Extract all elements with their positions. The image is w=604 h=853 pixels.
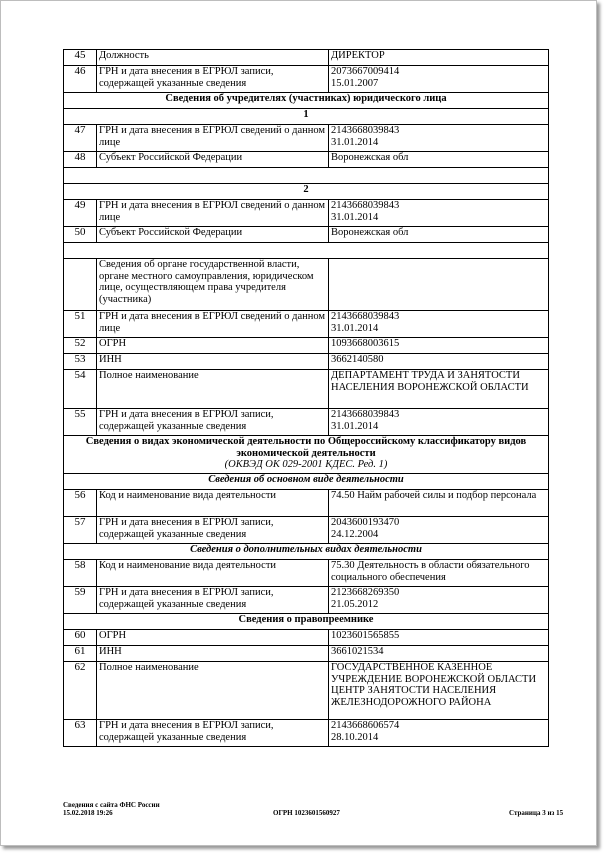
table-row bbox=[64, 125, 549, 152]
row-value-text: 2143668039843 bbox=[331, 311, 400, 322]
row-label: Субъект Российской Федерации bbox=[97, 227, 329, 243]
row-value bbox=[329, 662, 549, 720]
empty-row bbox=[64, 168, 549, 184]
row-value bbox=[329, 50, 549, 66]
row-value-text: 3662140580 bbox=[331, 354, 384, 365]
table-row bbox=[64, 720, 549, 747]
row-value-date: 31.01.2014 bbox=[331, 322, 379, 334]
row-number: 53 bbox=[64, 354, 97, 370]
section-founders-text: Сведения об учредителях (участниках) юридического лица bbox=[165, 93, 447, 104]
row-value-text: 3661021534 bbox=[331, 646, 384, 657]
row-value-text: 74.50 Найм рабочей силы и подбор персонала bbox=[331, 490, 537, 501]
row-value bbox=[329, 490, 549, 517]
section-okved-text: Сведения о видах экономической деятельности по Общероссийскому классификатору видов экономической деятельности bbox=[85, 436, 527, 459]
founder-number-2 bbox=[64, 184, 549, 200]
table-row bbox=[64, 630, 549, 646]
row-value bbox=[329, 560, 549, 587]
row-value-text: 2123668269350 bbox=[331, 587, 400, 598]
subsection-main-activity bbox=[64, 474, 549, 490]
row-number: 46 bbox=[64, 66, 97, 93]
row-number: 62 bbox=[64, 662, 97, 720]
table-row bbox=[64, 587, 549, 614]
row-value bbox=[329, 630, 549, 646]
row-number: 48 bbox=[64, 152, 97, 168]
row-value bbox=[329, 200, 549, 227]
row-value-text: 2143668039843 bbox=[331, 200, 400, 211]
table-row bbox=[64, 259, 549, 311]
row-value-text: 1093668003615 bbox=[331, 338, 400, 349]
row-value-text: Воронежская обл bbox=[331, 152, 409, 163]
row-label: ГРН и дата внесения в ЕГРЮЛ сведений о данном лице bbox=[97, 200, 329, 227]
row-value-text: 2073667009414 bbox=[331, 66, 400, 77]
row-value bbox=[329, 587, 549, 614]
footer-ogrn: ОГРН 1023601560927 bbox=[273, 809, 340, 817]
table-row bbox=[64, 370, 549, 409]
footer-source bbox=[63, 801, 160, 817]
row-label: ОГРН bbox=[97, 338, 329, 354]
row-value bbox=[329, 409, 549, 436]
table-row bbox=[64, 227, 549, 243]
empty-row bbox=[64, 243, 549, 259]
row-value-text: 2043600193470 bbox=[331, 517, 400, 528]
table-row bbox=[64, 409, 549, 436]
row-value-text: 2143668039843 bbox=[331, 125, 400, 136]
row-label: ИНН bbox=[97, 646, 329, 662]
egrul-table bbox=[63, 49, 549, 747]
footer-page-number: Страница 3 из 15 bbox=[509, 809, 564, 817]
footer-datetime: 15.02.2018 19:26 bbox=[63, 809, 113, 817]
row-value bbox=[329, 354, 549, 370]
row-label: ИНН bbox=[97, 354, 329, 370]
row-label: ГРН и дата внесения в ЕГРЮЛ сведений о данном лице bbox=[97, 125, 329, 152]
table-row bbox=[64, 517, 549, 544]
row-value bbox=[329, 152, 549, 168]
table-row bbox=[64, 354, 549, 370]
row-label: Код и наименование вида деятельности bbox=[97, 490, 329, 517]
table-row bbox=[64, 662, 549, 720]
row-value-date: 21.05.2012 bbox=[331, 598, 379, 610]
row-label: ГРН и дата внесения в ЕГРЮЛ записи, содержащей указанные сведения bbox=[97, 66, 329, 93]
section-founders bbox=[64, 93, 549, 109]
row-value bbox=[329, 227, 549, 243]
founder-number-1-text: 1 bbox=[303, 109, 309, 120]
table-row bbox=[64, 560, 549, 587]
row-value-text: ДЕПАРТАМЕНТ ТРУДА И ЗАНЯТОСТИ НАСЕЛЕНИЯ ВОРОНЕЖСКОЙ ОБЛАСТИ bbox=[331, 370, 529, 393]
founder-number-2-text: 2 bbox=[303, 184, 309, 195]
row-number: 55 bbox=[64, 409, 97, 436]
footer-source-text: Сведения с сайта ФНС России bbox=[63, 801, 160, 809]
row-number: 61 bbox=[64, 646, 97, 662]
row-value-text: ДИРЕКТОР bbox=[331, 50, 385, 61]
row-label: ГРН и дата внесения в ЕГРЮЛ записи, содержащей указанные сведения bbox=[97, 720, 329, 747]
row-number: 56 bbox=[64, 490, 97, 517]
founder-number-1 bbox=[64, 109, 549, 125]
table-row bbox=[64, 311, 549, 338]
table-row bbox=[64, 646, 549, 662]
row-label: Код и наименование вида деятельности bbox=[97, 560, 329, 587]
row-value-text: ГОСУДАРСТВЕННОЕ КАЗЕННОЕ УЧРЕЖДЕНИЕ ВОРОНЕЖСКОЙ ОБЛАСТИ ЦЕНТР ЗАНЯТОСТИ НАСЕЛЕНИЯ ЖЕЛЕЗНОДОРОЖНОГО РАЙОНА bbox=[331, 662, 537, 708]
row-value-date: 15.01.2007 bbox=[331, 77, 379, 89]
row-value bbox=[329, 720, 549, 747]
section-okved-subtitle: (ОКВЭД ОК 029-2001 КДЕС. Ред. 1) bbox=[224, 459, 388, 470]
row-value-text: 2143668606574 bbox=[331, 720, 400, 731]
row-value bbox=[329, 338, 549, 354]
section-successor-text: Сведения о правопреемнике bbox=[238, 614, 374, 625]
row-label: Полное наименование bbox=[97, 370, 329, 409]
row-number: 49 bbox=[64, 200, 97, 227]
table-row bbox=[64, 200, 549, 227]
section-okved bbox=[64, 436, 549, 474]
row-number: 60 bbox=[64, 630, 97, 646]
subsection-extra-activity bbox=[64, 544, 549, 560]
row-value-date: 31.01.2014 bbox=[331, 211, 379, 223]
row-label: ГРН и дата внесения в ЕГРЮЛ записи, содержащей указанные сведения bbox=[97, 587, 329, 614]
row-number: 59 bbox=[64, 587, 97, 614]
row-value-text: 1023601565855 bbox=[331, 630, 400, 641]
row-label: ОГРН bbox=[97, 630, 329, 646]
row-value bbox=[329, 66, 549, 93]
row-value-text: 2143668039843 bbox=[331, 409, 400, 420]
organ-label: Сведения об органе государственной власти, органе местного самоуправления, юридическом лице, осуществляющем права учредителя (участника) bbox=[97, 259, 329, 311]
subsection-extra-activity-text: Сведения о дополнительных видах деятельности bbox=[190, 544, 422, 555]
row-number: 63 bbox=[64, 720, 97, 747]
row-value bbox=[329, 125, 549, 152]
row-value-date: 31.01.2014 bbox=[331, 420, 379, 432]
row-value-date: 31.01.2014 bbox=[331, 136, 379, 148]
section-successor bbox=[64, 614, 549, 630]
table-row bbox=[64, 66, 549, 93]
row-number: 52 bbox=[64, 338, 97, 354]
row-value-date: 24.12.2004 bbox=[331, 528, 379, 540]
row-value bbox=[329, 311, 549, 338]
subsection-main-activity-text: Сведения об основном виде деятельности bbox=[208, 474, 404, 485]
row-number: 54 bbox=[64, 370, 97, 409]
row-value bbox=[329, 517, 549, 544]
row-value-date: 28.10.2014 bbox=[331, 731, 379, 743]
table-row bbox=[64, 338, 549, 354]
table-row bbox=[64, 152, 549, 168]
row-value bbox=[329, 370, 549, 409]
row-label: ГРН и дата внесения в ЕГРЮЛ записи, содержащей указанные сведения bbox=[97, 409, 329, 436]
row-number: 45 bbox=[64, 50, 97, 66]
row-value-text: Воронежская обл bbox=[331, 227, 409, 238]
row-value bbox=[329, 646, 549, 662]
row-number: 58 bbox=[64, 560, 97, 587]
row-label: ГРН и дата внесения в ЕГРЮЛ сведений о данном лице bbox=[97, 311, 329, 338]
table-row bbox=[64, 50, 549, 66]
row-number: 51 bbox=[64, 311, 97, 338]
row-value-text: 75.30 Деятельность в области обязательного социального обеспечения bbox=[331, 560, 530, 583]
row-label: Полное наименование bbox=[97, 662, 329, 720]
row-label: Субъект Российской Федерации bbox=[97, 152, 329, 168]
row-label: ГРН и дата внесения в ЕГРЮЛ записи, содержащей указанные сведения bbox=[97, 517, 329, 544]
row-number: 50 bbox=[64, 227, 97, 243]
row-label: Должность bbox=[97, 50, 329, 66]
row-number: 57 bbox=[64, 517, 97, 544]
table-row bbox=[64, 490, 549, 517]
row-number: 47 bbox=[64, 125, 97, 152]
